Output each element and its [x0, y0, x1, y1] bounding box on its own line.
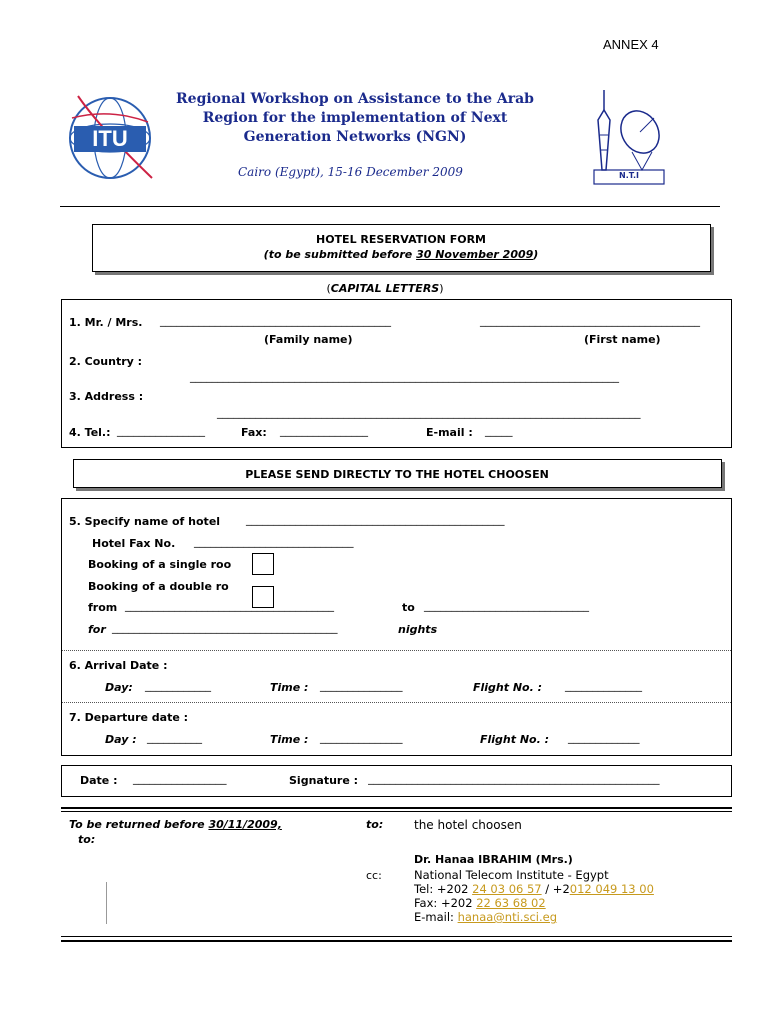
fax-prefix: Fax: +202	[414, 896, 477, 910]
to-label: to	[402, 601, 415, 614]
arrival-label: 6. Arrival Date :	[69, 659, 168, 672]
arrival-day-field[interactable]: ____________	[145, 679, 211, 692]
departure-day-label: Day :	[105, 733, 137, 746]
family-name-caption: (Family name)	[264, 333, 353, 346]
return-to: to:	[78, 833, 96, 846]
address-field[interactable]: _____________________________________________________________________________	[217, 406, 641, 419]
capital-letters-note	[0, 282, 770, 295]
email-label: E-mail :	[426, 426, 473, 439]
workshop-subtitle: Cairo (Egypt), 15-16 December 2009	[238, 165, 463, 179]
header-rule	[60, 206, 720, 207]
email-field[interactable]: _____	[485, 424, 513, 437]
itu-logo-text: ITU	[92, 126, 128, 151]
return-date: 30/11/2009,	[208, 818, 282, 831]
workshop-title: Regional Workshop on Assistance to the Arab Region for the implementation of Next Generation Networks (NGN)	[176, 91, 534, 145]
country-label: 2. Country :	[69, 355, 143, 368]
departure-time-field[interactable]: _______________	[320, 731, 403, 744]
arrival-time-field[interactable]: _______________	[320, 679, 403, 692]
fax-label: Fax:	[241, 426, 267, 439]
departure-day-field[interactable]: __________	[147, 731, 202, 744]
return-before	[69, 818, 282, 831]
contact-tel	[414, 882, 654, 896]
email-prefix: E-mail:	[414, 910, 458, 924]
to-date-field[interactable]: ______________________________	[424, 599, 589, 612]
form-deadline	[93, 248, 709, 261]
footer-rule-bottom-2	[61, 940, 732, 942]
nti-logo	[592, 90, 667, 186]
first-name-caption: (First name)	[584, 333, 661, 346]
nights-field[interactable]: _________________________________________	[112, 621, 338, 634]
form-deadline-prefix: (to be submitted before	[263, 248, 417, 261]
departure-divider	[62, 702, 731, 703]
capital-close: )	[439, 282, 444, 295]
arrival-divider	[62, 650, 731, 651]
contact-fax	[414, 896, 546, 910]
nti-logo-text: N.T.I	[619, 171, 639, 180]
nights-label: nights	[398, 623, 438, 636]
footer-rule-top-1	[61, 807, 732, 809]
signature-label: Signature :	[289, 774, 359, 787]
institute-name: National Telecom Institute - Egypt	[414, 868, 609, 882]
return-prefix: To be returned before	[69, 818, 209, 831]
annex-label: ANNEX 4	[603, 37, 659, 52]
single-room-label: Booking of a single roo	[88, 558, 232, 571]
departure-time-label: Time :	[270, 733, 309, 746]
capital-open: (	[326, 282, 331, 295]
address-label: 3. Address :	[69, 390, 144, 403]
footer-rule-top-2	[61, 811, 732, 812]
tel-link-1[interactable]: 24 03 06 57	[472, 882, 542, 896]
form-deadline-date: 30 November 2009	[416, 248, 534, 261]
send-directly-box	[73, 459, 722, 488]
family-name-field[interactable]: __________________________________________	[160, 314, 391, 327]
departure-label: 7. Departure date :	[69, 711, 189, 724]
email-link[interactable]: hanaa@nti.sci.eg	[457, 910, 558, 924]
double-room-label: Booking of a double ro	[88, 580, 229, 593]
hotel-name-field[interactable]: _______________________________________________	[246, 513, 505, 526]
send-directly-text: PLEASE SEND DIRECTLY TO THE HOTEL CHOOSEN	[245, 468, 549, 481]
tel-label: 4. Tel.:	[69, 426, 111, 439]
contact-name: Dr. Hanaa IBRAHIM (Mrs.)	[414, 853, 573, 866]
departure-flight-label: Flight No. :	[480, 733, 550, 746]
hotel-fax-label: Hotel Fax No.	[92, 537, 176, 550]
date-label: Date :	[80, 774, 118, 787]
first-name-field[interactable]: ________________________________________	[480, 314, 700, 327]
form-deadline-suffix: )	[533, 248, 539, 261]
name-label: 1. Mr. / Mrs.	[69, 316, 143, 329]
country-field[interactable]: ______________________________________________________________________________	[190, 370, 619, 383]
capital-text: CAPITAL LETTERS	[330, 282, 440, 295]
hotel-name-label: 5. Specify name of hotel	[69, 515, 221, 528]
fax-link[interactable]: 22 63 68 02	[476, 896, 546, 910]
arrival-flight-field[interactable]: ______________	[565, 679, 642, 692]
arrival-day-label: Day:	[105, 681, 133, 694]
for-label: for	[88, 623, 106, 636]
hotel-fax-field[interactable]: _____________________________	[194, 535, 354, 548]
signature-field[interactable]: _____________________________________________________	[368, 772, 660, 785]
tel-link-2[interactable]: 012 049 13 00	[569, 882, 654, 896]
itu-logo	[60, 88, 160, 184]
from-label: from	[88, 601, 118, 614]
form-title: HOTEL RESERVATION FORM	[316, 233, 486, 246]
single-room-checkbox[interactable]	[252, 553, 274, 575]
arrival-flight-label: Flight No. :	[473, 681, 543, 694]
to-label-footer: to:	[366, 818, 384, 831]
tel-prefix: Tel: +202	[414, 882, 473, 896]
fax-field[interactable]: ________________	[280, 424, 368, 437]
from-date-field[interactable]: ______________________________________	[125, 599, 334, 612]
tel-mid: / +2	[541, 882, 570, 896]
date-field[interactable]: _________________	[133, 772, 227, 785]
contact-email	[414, 910, 557, 924]
footer-rule-bottom-1	[61, 936, 732, 937]
cc-label: cc:	[366, 869, 382, 882]
to-value: the hotel choosen	[414, 818, 522, 832]
footer-vertical-line	[106, 882, 107, 924]
tel-field[interactable]: ________________	[117, 424, 205, 437]
form-title-box	[92, 224, 711, 272]
arrival-time-label: Time :	[270, 681, 309, 694]
departure-flight-field[interactable]: _____________	[568, 731, 640, 744]
